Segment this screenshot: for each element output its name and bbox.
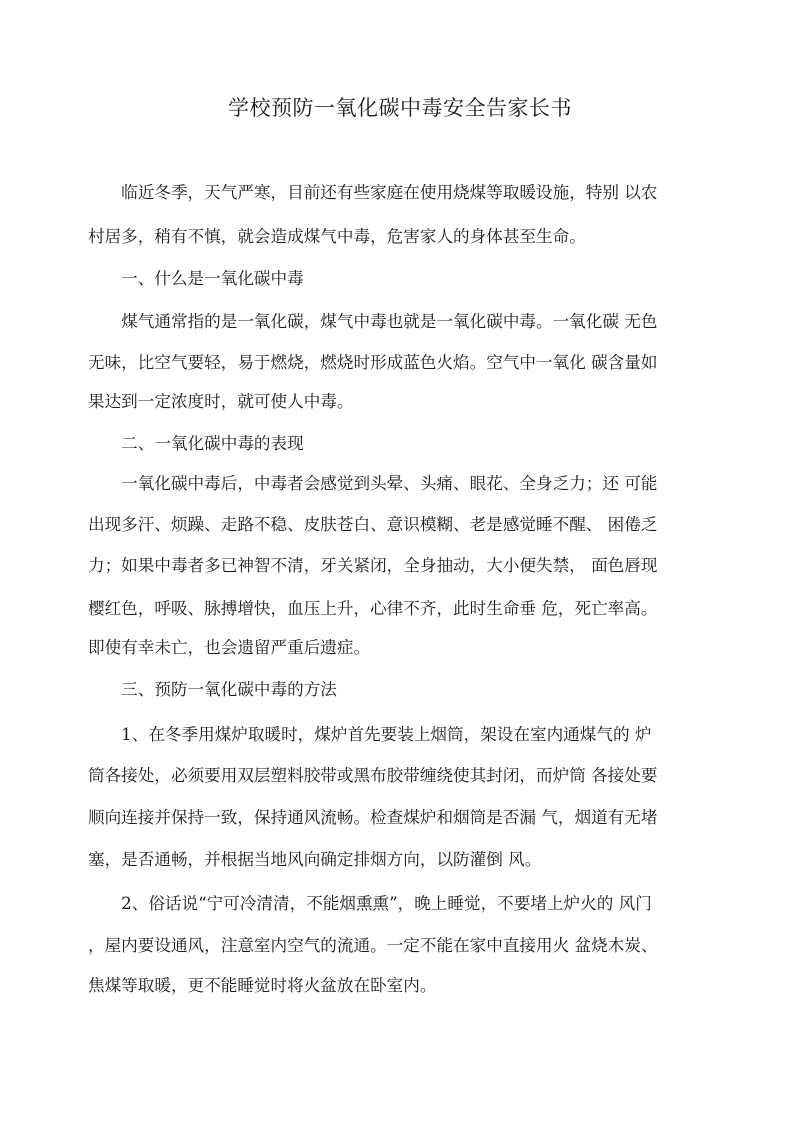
body-line: ，屋内要设通风，注意室内空气的流通。一定不能在家中直接用火 盆烧木炭、 (88, 936, 658, 955)
body-line: 1、在冬季用煤炉取暖时，煤炉首先要装上烟筒，架设在室内通煤气的 炉 (88, 725, 652, 744)
body-line: 临近冬季，天气严寒，目前还有些家庭在使用烧煤等取暖设施，特别 以农 (88, 183, 658, 202)
body-line: 2、俗话说“宁可冷清清，不能烟熏熏”，晚上睡觉，不要堵上炉火的 风门 (88, 894, 652, 913)
section-heading: 一、什么是一氧化碳中毒 (88, 269, 304, 288)
body-line: 村居多，稍有不慎，就会造成煤气中毒，危害家人的身体甚至生命。 (88, 227, 586, 246)
body-line: 一氧化碳中毒后，中毒者会感觉到头晕、头痛、眼花、全身乏力；还 可能 (88, 474, 658, 493)
body-line: 焦煤等取暖，更不能睡觉时将火盆放在卧室内。 (88, 976, 437, 995)
body-line: 顺向连接并保持一致，保持通风流畅。检查煤炉和烟筒是否漏 气，烟道有无堵 (88, 808, 658, 827)
body-line: 力；如果中毒者多已神智不清，牙关紧闭，全身抽动，大小便失禁， 面色唇现 (88, 556, 658, 575)
section-heading: 二、一氧化碳中毒的表现 (88, 434, 304, 453)
body-line: 即使有幸未亡，也会遗留严重后遗症。 (88, 638, 371, 657)
body-line: 果达到一定浓度时，就可使人中毒。 (88, 392, 354, 411)
body-line: 樱红色，呼吸、脉搏增快，血压上升，心律不齐，此时生命垂 危，死亡率高。 (88, 599, 658, 618)
body-line: 塞，是否通畅，并根据当地风向确定排烟方向，以防灌倒 风。 (88, 850, 542, 869)
document-title: 学校预防一氧化碳中毒安全告家长书 (228, 96, 572, 120)
body-line: 煤气通常指的是一氧化碳，煤气中毒也就是一氧化碳中毒。一氧化碳 无色 (88, 312, 658, 331)
body-line: 出现多汗、烦躁、走路不稳、皮肤苍白、意识模糊、老是感觉睡不醒、 困倦乏 (88, 515, 658, 534)
body-line: 筒各接处，必须要用双层塑料胶带或黑布胶带缠绕使其封闭，而炉筒 各接处要 (88, 766, 658, 785)
body-line: 无味，比空气要轻，易于燃烧，燃烧时形成蓝色火焰。空气中一氧化 碳含量如 (88, 353, 658, 372)
section-heading: 三、预防一氧化碳中毒的方法 (88, 680, 337, 699)
